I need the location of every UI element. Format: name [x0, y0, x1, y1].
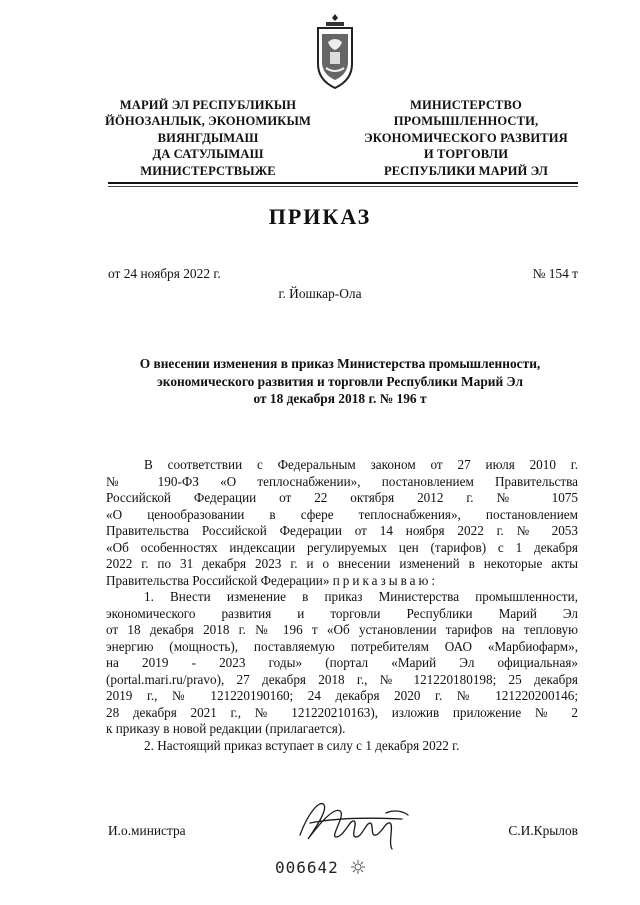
order-date: от 24 ноября 2022 г.	[108, 266, 221, 281]
subject-line: экономического развития и торговли Республики Марий Эл	[157, 373, 523, 389]
asterisk-mark-icon	[350, 859, 366, 875]
body-line: на 2019 - 2023 годы» (портал «Марий Эл официальная»	[106, 655, 578, 670]
header-mari-line: ДА САТУЛЫМАШ	[152, 147, 264, 162]
body-line: экономического развития и торговли Республики Марий Эл	[106, 605, 578, 621]
document-serial-number: 006642	[275, 858, 339, 877]
body-line: № 190-ФЗ «О теплоснабжении», постановлением Правительства	[106, 473, 578, 489]
coat-of-arms-emblem	[312, 12, 358, 92]
body-line: к приказу в новой редакции (прилагается).	[106, 721, 346, 736]
header-russian-line: ЭКОНОМИЧЕСКОГО РАЗВИТИЯ	[364, 130, 568, 145]
body-line: Правительства Российской Федерации от 14 ноября 2022 г. № 2053	[106, 523, 578, 538]
body-line: 2022 г. по 31 декабря 2023 г. и о внесении изменений в некоторые акты	[106, 556, 578, 571]
document-title: ПРИКАЗ	[268, 204, 372, 229]
header-mari-line: МАРИЙ ЭЛ РЕСПУБЛИКЫН	[119, 98, 297, 112]
order-body	[106, 457, 578, 754]
signatory-position: И.о.министра	[108, 823, 186, 838]
decree-word: приказываю:	[332, 572, 439, 588]
body-line: энергию (мощность), поставляемую потребителям ОАО «Марбиофарм»,	[106, 638, 578, 654]
order-number: № 154 т	[532, 266, 578, 281]
subject-line: от 18 декабря 2018 г. № 196 т	[253, 391, 427, 406]
handwritten-signature	[290, 793, 420, 853]
body-line: от 18 декабря 2018 г. № 196 т «Об установлении тарифов на тепловую	[106, 622, 578, 637]
header-russian-line: ПРОМЫШЛЕННОСТИ,	[393, 114, 539, 129]
body-line: 2019 г., № 121220190160; 24 декабря 2020 г. № 121220200146;	[106, 688, 578, 703]
header-mari	[100, 97, 316, 179]
body-line: Российской Федерации от 22 октября 2012 г. № 1075	[106, 490, 578, 505]
subject-line: О внесении изменения в приказ Министерства промышленности,	[139, 356, 541, 371]
body-line: (portal.mari.ru/pravo), 27 декабря 2018 г., № 121220180198; 25 декабря	[106, 671, 578, 687]
header-divider-thin	[108, 186, 578, 187]
body-line: В соответствии с Федеральным законом от 27 июля 2010 г.	[144, 457, 578, 472]
header-mari-line: ЙӦНОЗАНЛЫК, ЭКОНОМИКЫМ	[105, 114, 311, 129]
header-divider	[108, 182, 578, 184]
header-russian-line: И ТОРГОВЛИ	[423, 147, 509, 162]
header-russian-line: МИНИСТЕРСТВО	[410, 98, 522, 112]
signatory-name: С.И.Крылов	[508, 823, 578, 838]
header-mari-line: МИНИСТЕРСТВЫЖЕ	[140, 163, 276, 178]
body-line: 28 декабря 2021 г., № 121220210163), изложив приложение № 2	[106, 704, 578, 720]
order-city: г. Йошкар-Ола	[278, 286, 362, 301]
header-russian	[340, 97, 592, 179]
body-line: «О ценообразовании в сфере теплоснабжения», постановлением	[106, 506, 578, 522]
body-line: «Об особенностях индексации регулируемых цен (тарифов) с 1 декабря	[106, 539, 578, 555]
body-line: 2. Настоящий приказ вступает в силу с 1 декабря 2022 г.	[144, 737, 460, 753]
body-line: Правительства Российской Федерации»	[106, 572, 330, 588]
body-line: 1. Внести изменение в приказ Министерства промышленности,	[144, 589, 578, 604]
header-russian-line: РЕСПУБЛИКИ МАРИЙ ЭЛ	[384, 163, 548, 178]
header-mari-line: ВИЯНГДЫМАШ	[157, 130, 259, 145]
order-subject	[100, 355, 580, 408]
body-line-with-decree	[106, 573, 578, 590]
